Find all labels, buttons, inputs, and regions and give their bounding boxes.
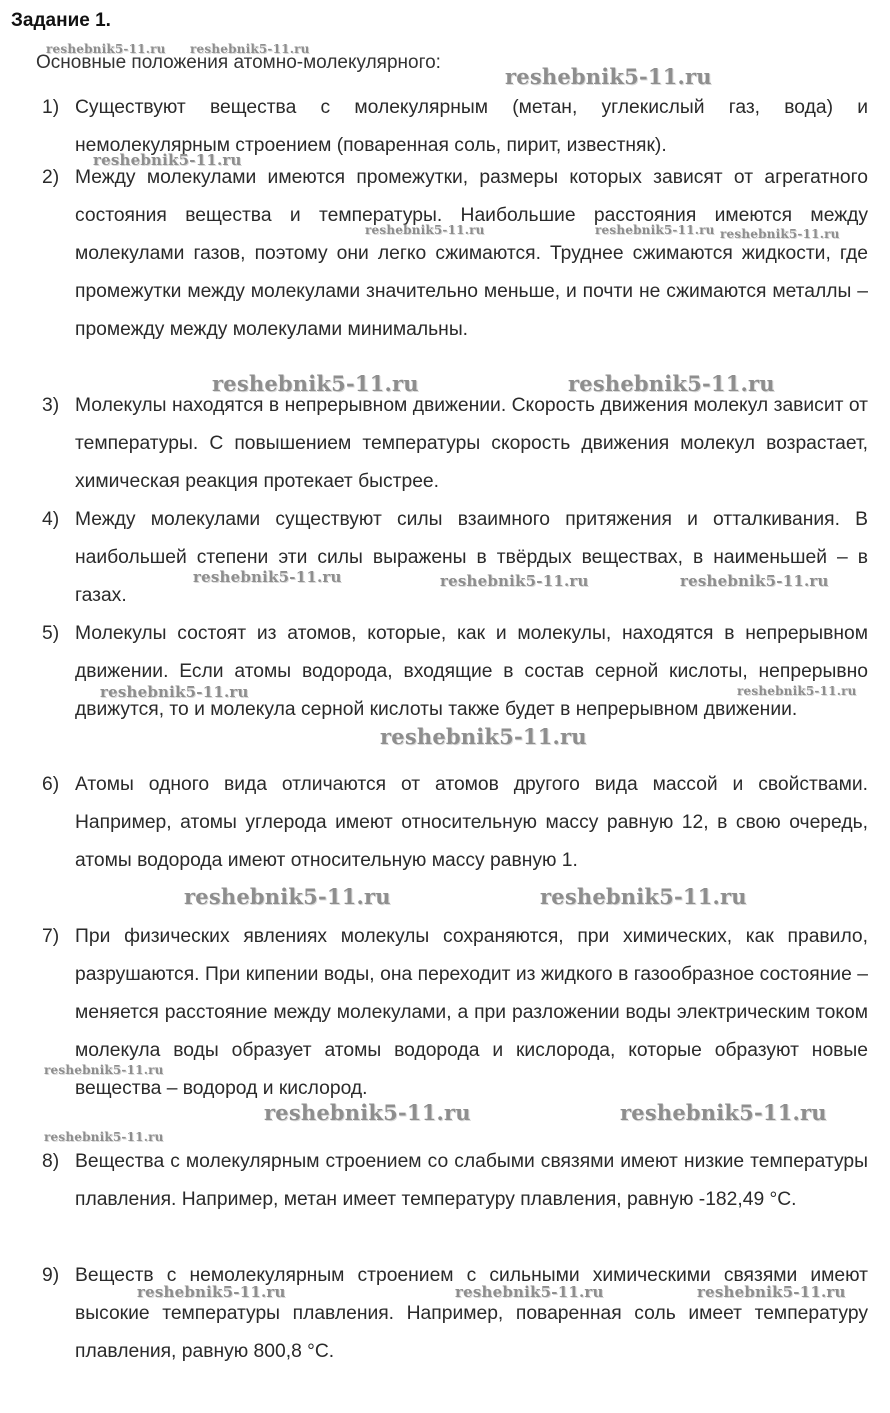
- item-text: Между молекулами существуют силы взаимного притяжения и отталкивания. В наибольшей степени эти силы выражены в твёрдых веществах, в наименьшей – в газах.: [75, 509, 868, 606]
- intro-text: Основные положения атомно-молекулярного:: [36, 52, 441, 73]
- watermark: reshebnik5-11.ru: [697, 1283, 846, 1301]
- watermark: reshebnik5-11.ru: [540, 884, 747, 909]
- watermark: reshebnik5-11.ru: [93, 151, 242, 169]
- watermark: reshebnik5-11.ru: [720, 227, 840, 241]
- watermark: reshebnik5-11.ru: [44, 1063, 164, 1077]
- watermark: reshebnik5-11.ru: [184, 884, 391, 909]
- item-number: 8): [42, 1151, 60, 1172]
- watermark: reshebnik5-11.ru: [455, 1283, 604, 1301]
- item-number: 9): [42, 1265, 60, 1286]
- item-number: 7): [42, 926, 60, 947]
- list-item-7: [42, 918, 868, 1108]
- watermark: reshebnik5-11.ru: [44, 1130, 164, 1144]
- item-text: Атомы одного вида отличаются от атомов другого вида массой и свойствами. Например, атомы углерода имеют относительную массу равную 12, в свою очередь, атомы водорода имеют относительную массу равную 1.: [75, 774, 868, 871]
- watermark: reshebnik5-11.ru: [680, 572, 829, 590]
- watermark: reshebnik5-11.ru: [46, 42, 166, 56]
- item-number: 6): [42, 774, 60, 795]
- item-number: 3): [42, 395, 60, 416]
- item-number: 2): [42, 167, 60, 188]
- watermark: reshebnik5-11.ru: [137, 1283, 286, 1301]
- item-text: Между молекулами имеются промежутки, размеры которых зависят от агрегатного состояния вещества и температуры. Наибольшие расстояния имеются между молекулами газов, поэтому они легко сжимаются. Труднее сжимаются жидкости, где промежутки между молекулами значительно меньше, и почти не сжимаются металлы – промежду между молекулами минимальны.: [75, 167, 868, 340]
- watermark: reshebnik5-11.ru: [365, 223, 485, 237]
- list-item-8: [42, 1143, 868, 1219]
- item-text: Вещества с молекулярным строением со слабыми связями имеют низкие температуры плавления. Например, метан имеет температуру плавления, равную -182,49 °С.: [75, 1151, 868, 1210]
- watermark: reshebnik5-11.ru: [440, 572, 589, 590]
- item-number: 5): [42, 623, 60, 644]
- item-text: Молекулы находятся в непрерывном движении. Скорость движения молекул зависит от температуры. С повышением температуры скорость движения молекул возрастает, химическая реакция протекает быстрее.: [75, 395, 868, 492]
- watermark: reshebnik5-11.ru: [264, 1100, 471, 1125]
- list-item-6: [42, 766, 868, 880]
- item-text: Существуют вещества с молекулярным (метан, углекислый газ, вода) и немолекулярным строением (поваренная соль, пирит, известняк).: [75, 97, 868, 156]
- watermark: reshebnik5-11.ru: [568, 371, 775, 396]
- list-item-5: [42, 615, 868, 729]
- watermark: reshebnik5-11.ru: [380, 724, 587, 749]
- watermark: reshebnik5-11.ru: [212, 371, 419, 396]
- watermark: reshebnik5-11.ru: [737, 684, 857, 698]
- item-number: 4): [42, 509, 60, 530]
- item-text: При физических явлениях молекулы сохраняются, при химических, как правило, разрушаются. При кипении воды, она переходит из жидкого в газообразное состояние – меняется расстояние между молекулами, а при разложении воды электрическим током молекула воды образует атомы водорода и кислорода, которые образуют новые вещества – водород и кислород.: [75, 926, 868, 1099]
- item-number: 1): [42, 97, 60, 118]
- item-text: Веществ с немолекулярным строением с сильными химическими связями имеют высокие температуры плавления. Например, поваренная соль имеет температуру плавления, равную 800,8 °С.: [75, 1265, 868, 1362]
- watermark: reshebnik5-11.ru: [193, 568, 342, 586]
- page-title: Задание 1.: [11, 10, 111, 31]
- list-item-2: [42, 159, 868, 349]
- watermark: reshebnik5-11.ru: [190, 42, 310, 56]
- list-item-3: [42, 387, 868, 501]
- watermark: reshebnik5-11.ru: [100, 683, 249, 701]
- watermark: reshebnik5-11.ru: [505, 64, 712, 89]
- list-item-9: [42, 1257, 868, 1371]
- watermark: reshebnik5-11.ru: [595, 223, 715, 237]
- watermark: reshebnik5-11.ru: [620, 1100, 827, 1125]
- item-text: Молекулы состоят из атомов, которые, как и молекулы, находятся в непрерывном движении. Если атомы водорода, входящие в состав серной кислоты, непрерывно движутся, то и молекула серной кислоты также будет в непрерывном движении.: [75, 623, 868, 720]
- list-item-4: [42, 501, 868, 615]
